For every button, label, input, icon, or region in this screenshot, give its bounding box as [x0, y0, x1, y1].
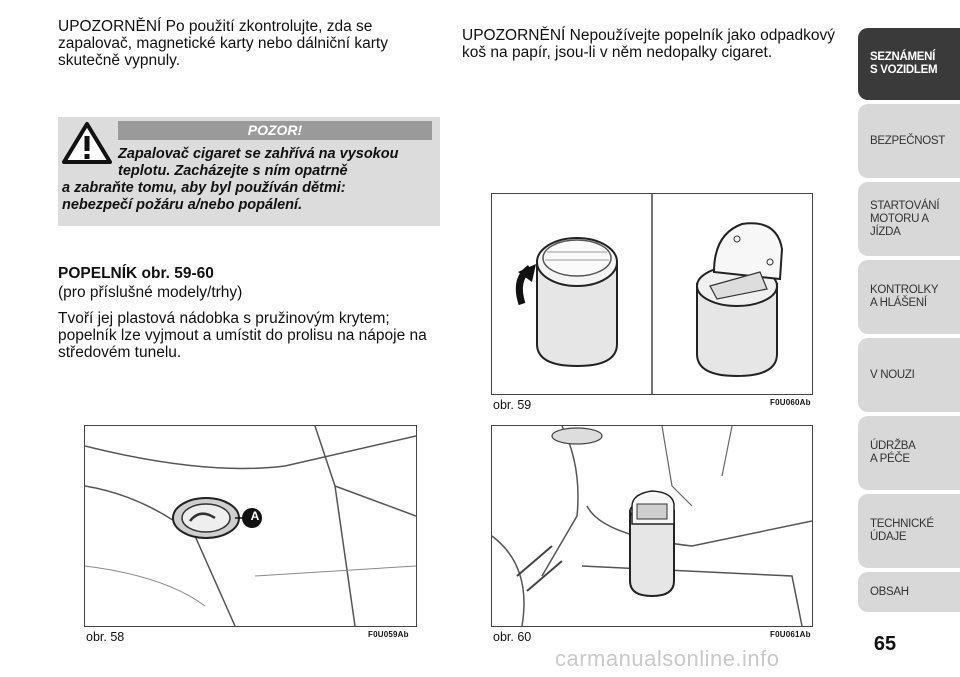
tab-label: OBSAH [870, 585, 909, 598]
caution-line: nebezpečí požáru a/nebo popálení. [62, 197, 303, 213]
caution-line: a zabraňte tomu, aby byl používán dětmi: [62, 180, 346, 196]
tab-label: BEZPEČNOST [870, 134, 945, 147]
warning-note-line: UPOZORNĚNÍ Nepoužívejte popelník jako odpadkový [462, 27, 836, 44]
tab-udrzba[interactable] [858, 416, 960, 490]
tab-label: ÚDAJE [870, 531, 907, 543]
figure-59-caption: obr. 59 [493, 398, 532, 412]
tab-technicke-udaje[interactable] [858, 494, 960, 568]
tab-label: A PÉČE [870, 453, 910, 465]
tab-label: ÚDRŽBA [870, 440, 916, 452]
figure-60-code: F0U061Ab [770, 630, 811, 639]
section-subheading: (pro příslušné modely/trhy) [58, 284, 243, 301]
figure-59-code: F0U060Ab [770, 398, 811, 407]
tab-label: A HLÁŠENÍ [870, 297, 927, 309]
warning-note-lighter [58, 18, 438, 69]
figure-58-code: F0U059Ab [368, 630, 409, 639]
ashtray-description [58, 310, 438, 361]
page-number: 65 [873, 633, 897, 655]
body-line: středovém tunelu. [58, 344, 182, 361]
warning-note-line: UPOZORNĚNÍ Po použití zkontrolujte, zda se [58, 18, 373, 35]
tab-bezpecnost[interactable] [858, 104, 960, 178]
figure-58-label-a: A [250, 509, 260, 523]
tab-label: STARTOVÁNÍ [870, 199, 940, 212]
watermark: carmanualsonline.info [555, 646, 780, 671]
figure-59-image [491, 193, 813, 395]
caution-text-full [62, 180, 438, 214]
figure-58-image [84, 425, 417, 627]
section-heading: POPELNÍK obr. 59-60 [58, 265, 214, 282]
tab-v-nouzi[interactable] [858, 338, 960, 412]
tab-obsah[interactable] [858, 572, 960, 612]
caution-text-indented [118, 146, 438, 180]
figure-58-caption: obr. 58 [86, 630, 125, 644]
warning-note-ashtray [462, 27, 842, 61]
tab-label: V NOUZI [870, 368, 915, 381]
tab-kontrolky[interactable] [858, 260, 960, 334]
caution-title: POZOR! [118, 121, 432, 140]
tab-label: SEZNÁMENÍ [870, 51, 936, 63]
body-line: popelník lze vyjmout a umístit do prolisu na nápoje na [58, 327, 427, 344]
tab-label: S VOZIDLEM [870, 64, 938, 76]
tab-label: KONTROLKY [870, 284, 939, 296]
warning-note-line: zapalovač, magnetické karty nebo dálniční karty [58, 35, 388, 52]
tab-seznameni-s-vozidlem[interactable] [858, 28, 960, 100]
caution-line: teplotu. Zacházejte s ním opatrně [118, 163, 348, 179]
tab-startovani-motoru[interactable] [858, 182, 960, 256]
warning-triangle-icon [62, 121, 112, 170]
caution-line: Zapalovač cigaret se zahřívá na vysokou [118, 146, 399, 162]
tab-label: TECHNICKÉ [870, 518, 934, 530]
body-line: Tvoří jej plastová nádobka s pružinovým krytem; [58, 310, 390, 327]
tab-label: MOTORU A JÍZDA [870, 212, 929, 238]
figure-60-image [491, 425, 813, 627]
warning-note-line: koš na papír, jsou-li v něm nedopalky cigaret. [462, 44, 773, 61]
figure-60-caption: obr. 60 [493, 630, 532, 644]
warning-note-line: skutečně vypnuly. [58, 52, 181, 69]
